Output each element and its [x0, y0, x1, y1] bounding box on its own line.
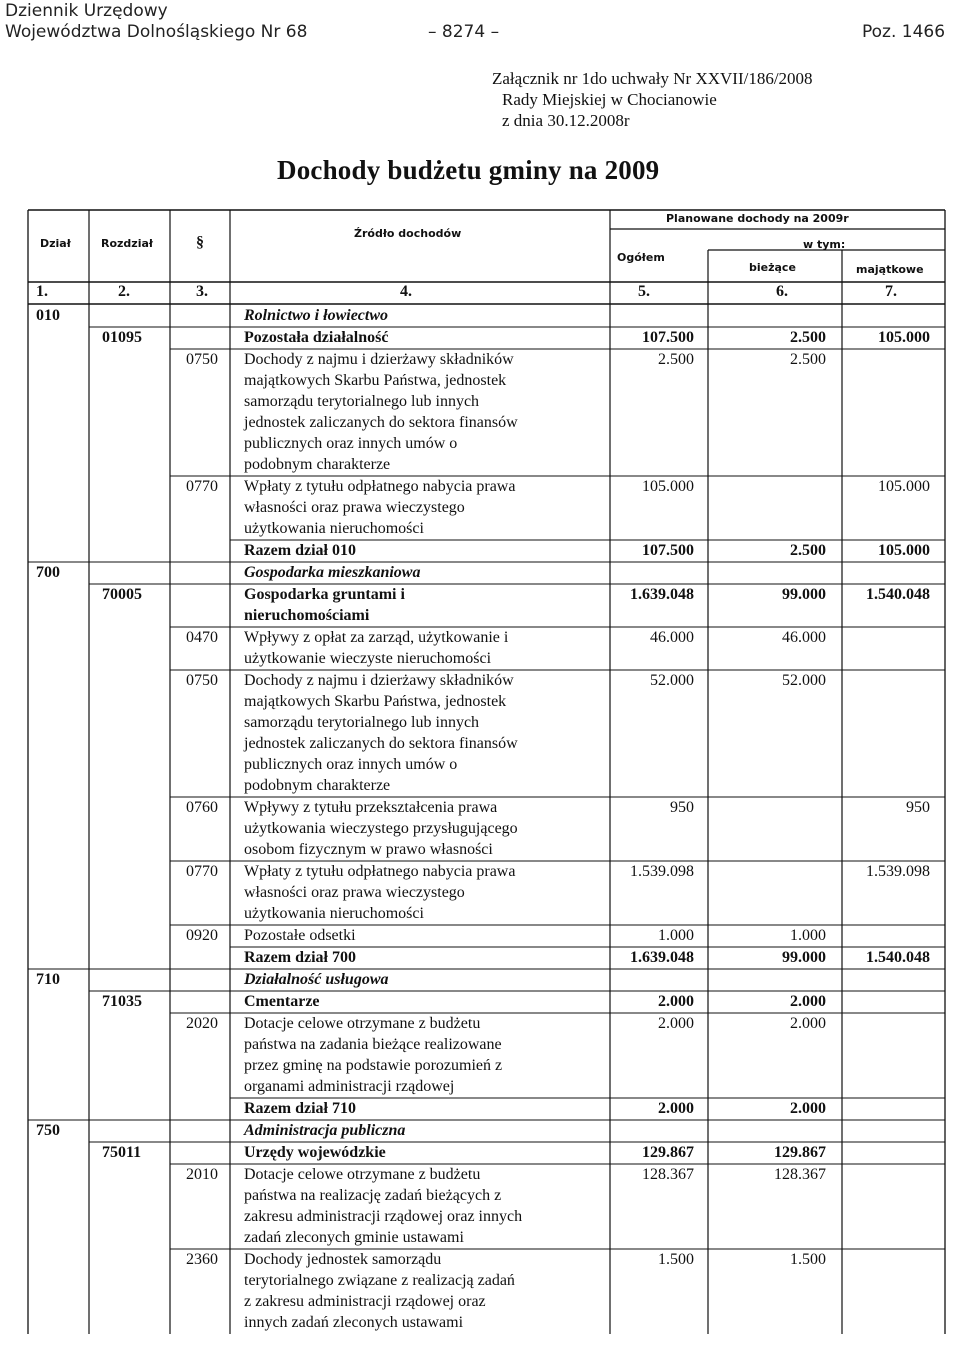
row-source-line: Wpłaty z tytułu odpłatnego nabycia prawa: [244, 478, 516, 495]
row-source-line: Urzędy wojewódzkie: [244, 1144, 386, 1161]
row-majatkowe: 105.000: [878, 542, 930, 559]
row-ogolem: 2.000: [658, 1100, 694, 1117]
col-number-3: 3.: [196, 283, 208, 300]
row-dzial: 010: [36, 307, 60, 324]
row-majatkowe: 105.000: [878, 478, 930, 495]
row-source-line: podobnym charakterze: [244, 777, 391, 794]
row-source-line: Dotacje celowe otrzymane z budżetu: [244, 1166, 481, 1183]
col-header-zrodlo: Źródło dochodów: [354, 227, 462, 240]
row-paragraf: 2360: [186, 1251, 218, 1268]
row-source-line: publicznych oraz innych umów o: [244, 435, 458, 452]
row-paragraf: 0920: [186, 927, 218, 944]
row-source-line: Cmentarze: [244, 993, 320, 1010]
row-ogolem: 1.639.048: [630, 949, 694, 966]
row-source-line: Pozostałe odsetki: [244, 927, 356, 944]
row-source-line: Pozostała działalność: [244, 329, 389, 346]
row-paragraf: 0750: [186, 672, 218, 689]
col-number-5: 5.: [638, 283, 650, 300]
row-rozdzial: 70005: [102, 586, 142, 603]
row-paragraf: 0750: [186, 351, 218, 368]
row-source-line: przez gminę na podstawie porozumień z: [244, 1057, 503, 1074]
col-header-rozdzial: Rozdział: [101, 237, 153, 250]
col-number-1: 1.: [36, 283, 48, 300]
row-source-line: terytorialnego związane z realizacją zadań: [244, 1272, 515, 1289]
row-ogolem: 52.000: [650, 672, 694, 689]
row-source-line: Gospodarka mieszkaniowa: [244, 564, 421, 581]
col-number-6: 6.: [776, 283, 788, 300]
row-dzial: 700: [36, 564, 60, 581]
row-biezace: 99.000: [782, 586, 826, 603]
row-ogolem: 950: [670, 799, 694, 816]
col-header-biezace: bieżące: [749, 261, 796, 274]
row-biezace: 46.000: [782, 629, 826, 646]
row-ogolem: 2.500: [658, 351, 694, 368]
row-source-line: publicznych oraz innych umów o: [244, 756, 458, 773]
row-rozdzial: 75011: [102, 1144, 142, 1161]
row-ogolem: 129.867: [642, 1144, 694, 1161]
row-source-line: Działalność usługowa: [244, 971, 389, 988]
row-biezace: 1.500: [790, 1251, 826, 1268]
row-source-line: majątkowych Skarbu Państwa, jednostek: [244, 372, 507, 389]
row-source-line: Rolnictwo i łowiectwo: [244, 307, 389, 324]
col-number-4: 4.: [400, 283, 412, 300]
row-source-line: państwa na realizację zadań bieżących z: [244, 1187, 502, 1204]
row-paragraf: 2020: [186, 1015, 218, 1032]
row-source-line: jednostek zaliczanych do sektora finansów: [244, 735, 518, 752]
row-biezace: 2.500: [790, 542, 826, 559]
attachment-line2: Rady Miejskiej w Chocianowie: [502, 90, 717, 109]
row-source-line: zakresu administracji rządowej oraz innych: [244, 1208, 523, 1225]
row-paragraf: 0470: [186, 629, 218, 646]
row-ogolem: 128.367: [642, 1166, 694, 1183]
row-source-line: samorządu terytorialnego lub innych: [244, 714, 480, 731]
row-source-line: Dochody z najmu i dzierżawy składników: [244, 351, 514, 368]
row-biezace: 2.000: [790, 1015, 826, 1032]
page-title: Dochody budżetu gminy na 2009: [277, 155, 660, 185]
row-dzial: 710: [36, 971, 60, 988]
row-source-line: Razem dział 010: [244, 542, 356, 559]
row-biezace: 128.367: [774, 1166, 826, 1183]
row-source-line: Gospodarka gruntami i: [244, 586, 405, 603]
row-source-line: użytkowania wieczystego przysługującego: [244, 820, 518, 837]
row-source-line: użytkowania nieruchomości: [244, 520, 424, 537]
row-biezace: 52.000: [782, 672, 826, 689]
attachment-line3: z dnia 30.12.2008r: [502, 111, 630, 130]
row-majatkowe: 1.540.048: [866, 586, 930, 603]
row-source-line: Wpływy z opłat za zarząd, użytkowanie i: [244, 629, 509, 646]
row-source-line: własności oraz prawa wieczystego: [244, 499, 465, 516]
row-ogolem: 46.000: [650, 629, 694, 646]
row-source-line: Dochody jednostek samorządu: [244, 1251, 442, 1268]
row-biezace: 129.867: [774, 1144, 826, 1161]
row-source-line: jednostek zaliczanych do sektora finansów: [244, 414, 518, 431]
row-source-line: Dochody z najmu i dzierżawy składników: [244, 672, 514, 689]
row-source-line: majątkowych Skarbu Państwa, jednostek: [244, 693, 507, 710]
row-ogolem: 1.639.048: [630, 586, 694, 603]
col-number-7: 7.: [885, 283, 897, 300]
row-ogolem: 2.000: [658, 1015, 694, 1032]
row-source-line: zadań zleconych gminie ustawami: [244, 1229, 464, 1246]
row-majatkowe: 1.540.048: [866, 949, 930, 966]
row-source-line: samorządu terytorialnego lub innych: [244, 393, 480, 410]
row-ogolem: 1.500: [658, 1251, 694, 1268]
row-source-line: osobom fizycznym w prawo własności: [244, 841, 493, 858]
row-majatkowe: 950: [906, 799, 930, 816]
row-source-line: Razem dział 710: [244, 1100, 356, 1117]
attachment-line1: Załącznik nr 1do uchwały Nr XXVII/186/2008: [492, 69, 813, 88]
row-source-line: Administracja publiczna: [244, 1122, 406, 1139]
row-source-line: Dotacje celowe otrzymane z budżetu: [244, 1015, 481, 1032]
row-source-line: innych zadań zleconych ustawami: [244, 1314, 464, 1331]
journal-title-line2: Województwa Dolnośląskiego Nr 68: [5, 22, 308, 42]
page-number: – 8274 –: [428, 22, 500, 42]
row-source-line: organami administracji rządowej: [244, 1078, 455, 1095]
row-source-line: Wpływy z tytułu przekształcenia prawa: [244, 799, 498, 816]
row-biezace: 2.000: [790, 993, 826, 1010]
row-source-line: Razem dział 700: [244, 949, 356, 966]
row-source-line: państwa na zadania bieżące realizowane: [244, 1036, 502, 1053]
row-majatkowe: 1.539.098: [866, 863, 930, 880]
col-header-planowane: Planowane dochody na 2009r: [666, 212, 849, 225]
row-ogolem: 105.000: [642, 478, 694, 495]
row-paragraf: 0760: [186, 799, 218, 816]
row-majatkowe: 105.000: [878, 329, 930, 346]
row-paragraf: 2010: [186, 1166, 218, 1183]
row-ogolem: 2.000: [658, 993, 694, 1010]
col-number-2: 2.: [118, 283, 130, 300]
row-biezace: 99.000: [782, 949, 826, 966]
position-number: Poz. 1466: [862, 22, 946, 42]
col-header-wtym: w tym:: [803, 238, 846, 251]
col-header-majatkowe: majątkowe: [856, 263, 924, 276]
row-rozdzial: 71035: [102, 993, 142, 1010]
row-paragraf: 0770: [186, 863, 218, 880]
row-biezace: 2.000: [790, 1100, 826, 1117]
row-ogolem: 1.000: [658, 927, 694, 944]
col-header-ogolem: Ogółem: [617, 251, 665, 264]
row-rozdzial: 01095: [102, 329, 142, 346]
row-source-line: użytkowania nieruchomości: [244, 905, 424, 922]
row-biezace: 2.500: [790, 351, 826, 368]
row-source-line: podobnym charakterze: [244, 456, 391, 473]
journal-title-line1: Dziennik Urzędowy: [5, 1, 168, 21]
row-source-line: Wpłaty z tytułu odpłatnego nabycia prawa: [244, 863, 516, 880]
row-dzial: 750: [36, 1122, 60, 1139]
row-paragraf: 0770: [186, 478, 218, 495]
row-biezace: 1.000: [790, 927, 826, 944]
row-source-line: z zakresu administracji rządowej oraz: [244, 1293, 486, 1310]
col-header-paragraf: §: [196, 234, 204, 251]
row-ogolem: 107.500: [642, 542, 694, 559]
col-header-dzial: Dział: [40, 237, 71, 250]
row-source-line: własności oraz prawa wieczystego: [244, 884, 465, 901]
row-source-line: nieruchomościami: [244, 607, 370, 624]
row-ogolem: 1.539.098: [630, 863, 694, 880]
row-ogolem: 107.500: [642, 329, 694, 346]
row-source-line: użytkowanie wieczyste nieruchomości: [244, 650, 492, 667]
row-biezace: 2.500: [790, 329, 826, 346]
